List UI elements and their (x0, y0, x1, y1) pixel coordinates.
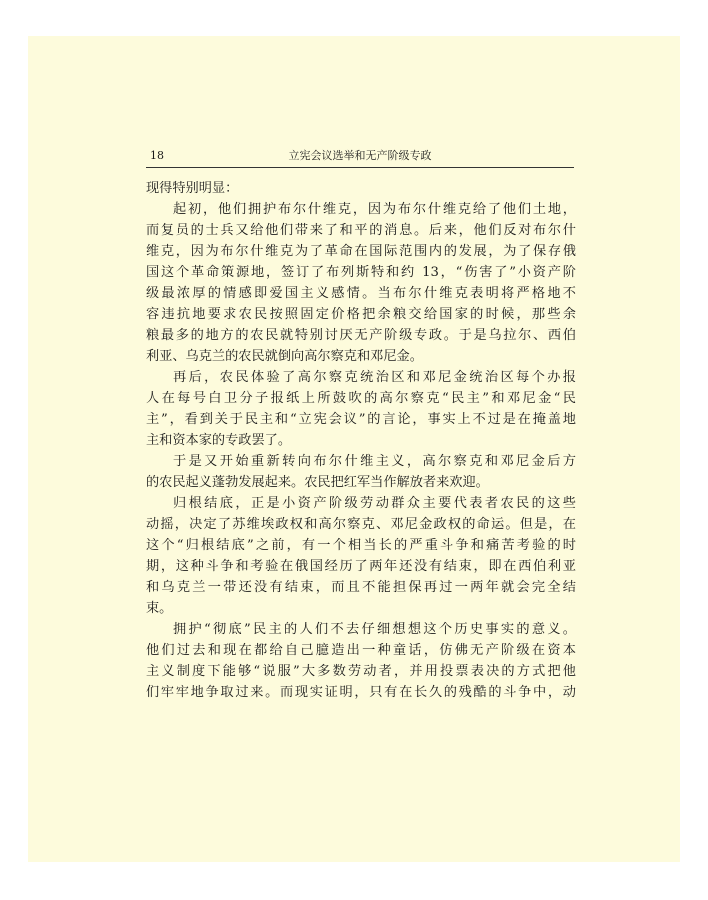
text-line: 他们过去和现在都给自己臆造出一种童话，仿佛无产阶级在资本 (146, 643, 576, 658)
text-line: 主义制度下能够“说服”大多数劳动者，并用投票表决的方式把他 (146, 664, 576, 679)
text-line: 利亚、乌克兰的农民就倒向高尔察克和邓尼金。 (146, 349, 423, 364)
text-line: 于是又开始重新转向布尔什维主义，高尔察克和邓尼金后方 (173, 454, 576, 469)
paragraph (146, 619, 576, 703)
paragraph (146, 451, 576, 493)
paragraph (146, 367, 576, 451)
text-line: 主和资本家的专政罢了。 (146, 433, 292, 448)
text-line: 级最浓厚的情感即爱国主义感情。当布尔什维克表明将严格地不 (146, 286, 576, 301)
text-line: 和乌克兰一带还没有结束，而且不能担保再过一两年就会完全结 (146, 580, 576, 595)
text-line: 粮最多的地方的农民就特别讨厌无产阶级专政。于是乌拉尔、西伯 (146, 328, 576, 343)
text-line: 而复员的士兵又给他们带来了和平的消息。后来，他们反对布尔什 (146, 223, 576, 238)
text-line: 归根结底，正是小资产阶级劳动群众主要代表者农民的这些 (173, 496, 576, 511)
paragraph (146, 493, 576, 619)
text-line: 拥护“彻底”民主的人们不去仔细想想这个历史事实的意义。 (173, 622, 576, 637)
text-line: 再后，农民体验了高尔察克统治区和邓尼金统治区每个办报 (173, 370, 576, 385)
text-line: 容违抗地要求农民按照固定价格把余粮交给国家的时候，那些余 (146, 307, 576, 322)
page-header (146, 147, 574, 168)
text-line: 起初，他们拥护布尔什维克，因为布尔什维克给了他们土地， (173, 202, 576, 217)
text-line: 束。 (146, 601, 173, 616)
paragraph (146, 178, 576, 199)
text-line: 期，这种斗争和考验在俄国经历了两年还没有结束，即在西伯利亚 (146, 559, 576, 574)
paragraph (146, 199, 576, 367)
text-line: 们牢牢地争取过来。而现实证明，只有在长久的残酷的斗争中，动 (146, 685, 576, 700)
page-number: 18 (150, 149, 164, 162)
text-line: 的农民起义蓬勃发展起来。农民把红军当作解放者来欢迎。 (146, 475, 489, 490)
text-line: 现得特别明显： (146, 181, 239, 196)
running-head: 立宪会议选举和无产阶级专政 (288, 149, 432, 162)
text-line: 主”，看到关于民主和“立宪会议”的言论，事实上不过是在掩盖地 (146, 412, 576, 427)
text-line: 维克，因为布尔什维克为了革命在国际范围内的发展，为了保存俄 (146, 244, 576, 259)
text-line: 人在每号白卫分子报纸上所鼓吹的高尔察克“民主”和邓尼金“民 (146, 391, 576, 406)
body-text (146, 178, 576, 703)
text-line: 这个“归根结底”之前，有一个相当长的严重斗争和痛苦考验的时 (146, 538, 576, 553)
text-line: 国这个革命策源地，签订了布列斯特和约 13，“伤害了”小资产阶 (146, 265, 576, 280)
text-line: 动摇，决定了苏维埃政权和高尔察克、邓尼金政权的命运。但是，在 (146, 517, 576, 532)
